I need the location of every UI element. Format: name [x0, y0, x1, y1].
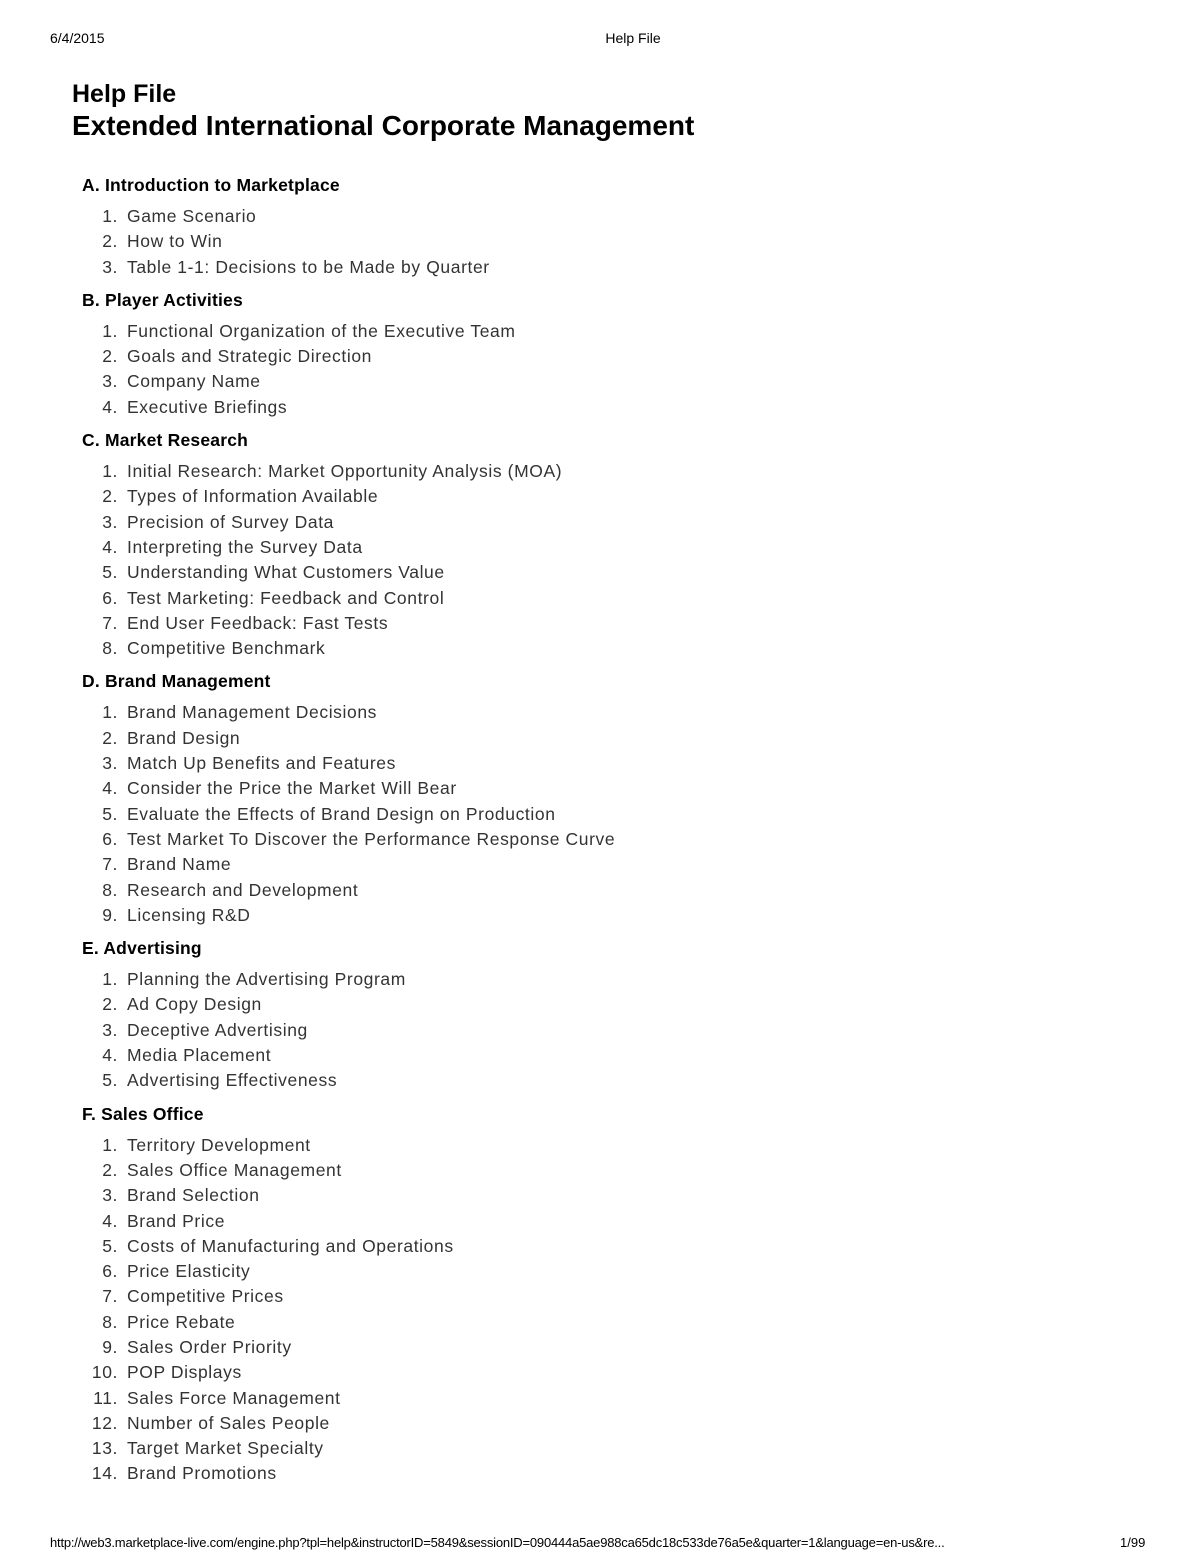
toc-list-item[interactable] — [82, 229, 1162, 254]
toc-list-item[interactable] — [82, 560, 1162, 585]
toc-list-item[interactable] — [82, 827, 1162, 852]
item-link[interactable]: Sales Force Management — [127, 1387, 341, 1408]
item-number: 6. — [102, 828, 118, 849]
item-link[interactable]: Price Elasticity — [127, 1261, 251, 1282]
document-subtitle: Extended International Corporate Management — [72, 110, 695, 141]
item-number: 1. — [102, 702, 118, 723]
item-link[interactable]: Interpreting the Survey Data — [127, 536, 363, 557]
print-footer-url: http://web3.marketplace-live.com/engine.php?tpl=help&instructorID=5849&sessionID=090444a5ae988ca65dc18c533de76a5e&quarter=1&language=en-us&re... — [50, 1535, 945, 1550]
toc-list-item[interactable] — [82, 726, 1162, 751]
item-number: 4. — [102, 778, 118, 799]
toc-list-item[interactable] — [82, 1133, 1162, 1158]
item-link[interactable]: Competitive Benchmark — [127, 638, 326, 659]
item-number: 6. — [102, 587, 118, 608]
toc-list-item[interactable] — [82, 484, 1162, 509]
toc-list-item[interactable] — [82, 967, 1162, 992]
toc-list-item[interactable] — [82, 611, 1162, 636]
item-number: 3. — [102, 1185, 118, 1206]
toc-list-item[interactable] — [82, 1183, 1162, 1208]
item-number: 3. — [102, 511, 118, 532]
toc-list-item[interactable] — [82, 255, 1162, 280]
item-link[interactable]: Types of Information Available — [127, 486, 379, 507]
section-item-list — [82, 459, 1162, 661]
item-link[interactable]: Brand Design — [127, 727, 241, 748]
print-footer-page-number: 1/99 — [1120, 1535, 1146, 1550]
toc-list-item[interactable] — [82, 1259, 1162, 1284]
item-link[interactable]: Planning the Advertising Program — [127, 969, 406, 990]
section-heading[interactable]: A. Introduction to Marketplace — [82, 175, 340, 195]
item-number: 8. — [102, 638, 118, 659]
item-number: 5. — [102, 1070, 118, 1091]
item-link[interactable]: Costs of Manufacturing and Operations — [127, 1235, 454, 1256]
item-number: 12. — [91, 1412, 118, 1433]
toc-list-item[interactable] — [82, 1360, 1162, 1385]
toc-list-item[interactable] — [82, 586, 1162, 611]
toc-list-item[interactable] — [82, 1043, 1162, 1068]
item-link[interactable]: Table 1-1: Decisions to be Made by Quarter — [127, 256, 490, 277]
section-heading[interactable]: B. Player Activities — [82, 289, 243, 310]
section-heading[interactable]: C. Market Research — [82, 430, 249, 451]
toc-list-item[interactable] — [82, 1436, 1162, 1461]
item-link[interactable]: Brand Selection — [127, 1185, 260, 1206]
item-link[interactable]: Goals and Strategic Direction — [127, 346, 373, 367]
item-link[interactable]: Match Up Benefits and Features — [127, 753, 396, 774]
toc-list-item[interactable] — [82, 878, 1162, 903]
toc-list-item[interactable] — [82, 510, 1162, 535]
toc-list-item[interactable] — [82, 903, 1162, 928]
item-number: 10. — [91, 1362, 118, 1383]
toc-list-item[interactable] — [82, 369, 1162, 394]
item-number: 7. — [102, 1286, 118, 1307]
toc-section — [82, 288, 1162, 420]
item-number: 9. — [102, 904, 118, 925]
table-of-contents — [82, 173, 1162, 1495]
item-number: 4. — [102, 1210, 118, 1231]
item-number: 8. — [102, 1311, 118, 1332]
toc-section — [82, 173, 1162, 280]
item-number: 5. — [102, 562, 118, 583]
toc-section — [82, 936, 1162, 1093]
toc-list-item[interactable] — [82, 636, 1162, 661]
toc-list-item[interactable] — [82, 1284, 1162, 1309]
section-heading[interactable]: D. Brand Management — [82, 671, 271, 692]
item-link[interactable]: Competitive Prices — [127, 1286, 284, 1307]
toc-list-item[interactable] — [82, 852, 1162, 877]
toc-list-item[interactable] — [82, 344, 1162, 369]
toc-list-item[interactable] — [82, 802, 1162, 827]
toc-list-item[interactable] — [82, 700, 1162, 725]
item-link[interactable]: Target Market Specialty — [127, 1438, 324, 1459]
item-link[interactable]: Precision of Survey Data — [127, 511, 334, 532]
item-link[interactable]: Understanding What Customers Value — [127, 562, 445, 583]
item-number: 3. — [102, 1019, 118, 1040]
item-link[interactable]: Brand Price — [127, 1210, 226, 1231]
item-number: 3. — [102, 256, 118, 277]
toc-list-item[interactable] — [82, 1158, 1162, 1183]
section-item-list — [82, 319, 1162, 420]
item-link[interactable]: Brand Name — [127, 854, 232, 875]
item-link[interactable]: Evaluate the Effects of Brand Design on Production — [127, 803, 556, 824]
toc-section — [82, 1102, 1162, 1487]
item-number: 1. — [102, 1134, 118, 1155]
section-item-list — [82, 700, 1162, 928]
item-link[interactable]: Executive Briefings — [127, 396, 288, 417]
item-link[interactable]: Company Name — [127, 371, 261, 392]
toc-list-item[interactable] — [82, 992, 1162, 1017]
toc-list-item[interactable] — [82, 395, 1162, 420]
toc-list-item[interactable] — [82, 1234, 1162, 1259]
toc-list-item[interactable] — [82, 1335, 1162, 1360]
item-number: 1. — [102, 206, 118, 226]
item-link[interactable]: Sales Order Priority — [127, 1336, 292, 1357]
item-link[interactable]: POP Displays — [127, 1362, 242, 1383]
section-item-list — [82, 204, 1162, 280]
item-link[interactable]: Test Market To Discover the Performance Response Curve — [127, 828, 616, 849]
toc-section — [82, 669, 1162, 928]
item-link[interactable]: Deceptive Advertising — [127, 1019, 308, 1040]
toc-list-item[interactable] — [82, 204, 1162, 229]
item-link[interactable]: Initial Research: Market Opportunity Analysis (MOA) — [127, 461, 563, 482]
item-link[interactable]: Functional Organization of the Executive Team — [127, 320, 516, 341]
item-link[interactable]: Consider the Price the Market Will Bear — [127, 778, 457, 799]
item-number: 5. — [102, 1235, 118, 1256]
item-link[interactable]: End User Feedback: Fast Tests — [127, 612, 389, 633]
item-number: 6. — [102, 1261, 118, 1282]
item-number: 2. — [102, 727, 118, 748]
item-number: 3. — [102, 753, 118, 774]
item-number: 9. — [102, 1336, 118, 1357]
item-link[interactable]: Media Placement — [127, 1045, 272, 1066]
item-number: 3. — [102, 371, 118, 392]
toc-list-item[interactable] — [82, 1411, 1162, 1436]
section-item-list — [82, 1133, 1162, 1487]
section-item-list — [82, 967, 1162, 1093]
item-link[interactable]: Brand Management Decisions — [127, 702, 378, 723]
item-link[interactable]: Test Marketing: Feedback and Control — [127, 587, 445, 608]
item-number: 2. — [102, 1159, 118, 1180]
toc-list-item[interactable] — [82, 751, 1162, 776]
item-number: 8. — [102, 879, 118, 900]
item-link[interactable]: Sales Office Management — [127, 1159, 342, 1180]
section-heading[interactable]: F. Sales Office — [82, 1103, 204, 1124]
item-number: 11. — [93, 1387, 118, 1408]
item-number: 14. — [91, 1463, 118, 1484]
toc-list-item[interactable] — [82, 1068, 1162, 1093]
toc-list-item[interactable] — [82, 1018, 1162, 1043]
toc-list-item[interactable] — [82, 1461, 1162, 1486]
item-number: 7. — [102, 854, 118, 875]
item-number: 5. — [102, 803, 118, 824]
item-number: 1. — [102, 969, 118, 990]
item-number: 13. — [91, 1438, 118, 1459]
item-number: 4. — [102, 536, 118, 557]
toc-list-item[interactable] — [82, 1386, 1162, 1411]
item-link[interactable]: Game Scenario — [127, 206, 257, 226]
section-heading[interactable]: E. Advertising — [82, 938, 202, 959]
toc-list-item[interactable] — [82, 1310, 1162, 1335]
item-link[interactable]: Ad Copy Design — [127, 994, 262, 1015]
item-number: 7. — [102, 612, 118, 633]
toc-list-item[interactable] — [82, 535, 1162, 560]
item-number: 4. — [102, 1045, 118, 1066]
item-link[interactable]: How to Win — [127, 231, 223, 252]
item-number: 2. — [102, 486, 118, 507]
toc-list-item[interactable] — [82, 776, 1162, 801]
item-number: 2. — [102, 994, 118, 1015]
toc-list-item[interactable] — [82, 1209, 1162, 1234]
document-title: Help File — [72, 80, 177, 108]
item-link[interactable]: Price Rebate — [127, 1311, 236, 1332]
item-link[interactable]: Advertising Effectiveness — [127, 1070, 338, 1091]
item-link[interactable]: Research and Development — [127, 879, 359, 900]
toc-section — [82, 428, 1162, 661]
print-header-date: 6/4/2015 — [50, 30, 105, 46]
item-link[interactable]: Number of Sales People — [127, 1412, 330, 1433]
toc-list-item[interactable] — [82, 459, 1162, 484]
item-link[interactable]: Brand Promotions — [127, 1463, 277, 1484]
item-number: 2. — [102, 231, 118, 252]
item-link[interactable]: Territory Development — [127, 1134, 311, 1155]
print-header-title: Help File — [605, 30, 661, 46]
item-number: 4. — [102, 396, 118, 417]
item-number: 1. — [102, 320, 118, 341]
item-link[interactable]: Licensing R&D — [127, 904, 251, 925]
toc-list-item[interactable] — [82, 319, 1162, 344]
item-number: 2. — [102, 346, 118, 367]
item-number: 1. — [102, 461, 118, 482]
